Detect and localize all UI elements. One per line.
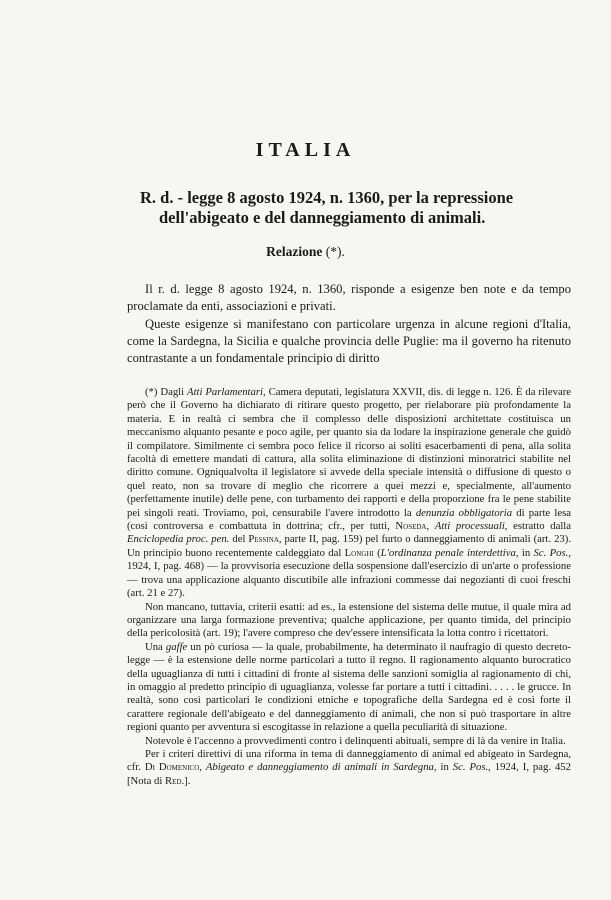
law-title-line-2: dell'abigeato e del danneggiamento di animali.	[159, 208, 486, 227]
footnote-paragraph-1	[127, 386, 571, 601]
footnote-paragraph-2: Non mancano, tuttavia, criterii esatti: ad es., la estensione del sistema delle mutue, il quale mira ad organizzare una larga formazione preventiva; qualche applicazione, per quanto timida, del principio della pericolosità (art. 19); l'avere compreso che dev'essere intensificata la lotta contro i ricettatori.	[127, 600, 571, 640]
footnote-text: , estratto dalla	[504, 520, 572, 533]
footnote-text: , in	[515, 546, 534, 559]
footnote-text: , 1924, I, pag. 468) — la provvisoria esecuzione della sospensione dall'esercizio di un'arte o professione — trova una applicazione alquanto discutibile alle infrazioni commesse dai negozianti di cuoi freschi (art. 21 e 27).	[127, 546, 572, 600]
footnote-text: ,	[199, 761, 206, 774]
footnote-paragraph-4: Notevole è l'accenno a provvedimenti contro i delinquenti abituali, sempre di là da venire in Italia.	[145, 734, 566, 747]
body-paragraph-2: Queste esigenze si manifestano con particolare urgenza in alcune regioni d'Italia, come la Sardegna, la Sicilia e qualche provincia delle Puglie: ma il governo ha ritenuto contrastante a un fondamentale principio di diritto	[127, 316, 571, 366]
footnote-paragraph-5	[127, 748, 571, 788]
footnote-italic: Sc. Pos.	[452, 761, 489, 774]
footnote-text: ].	[184, 774, 191, 787]
body-text	[127, 281, 571, 367]
footnote-italic: L'ordinanza penale interdettiva	[380, 546, 516, 559]
country-heading: ITALIA	[255, 139, 356, 161]
law-title-line-1: R. d. - legge 8 agosto 1924, n. 1360, per la repressione	[140, 188, 514, 207]
footnote-text: , 1924, I, pag. 452 [Nota di	[127, 761, 571, 787]
footnote	[127, 386, 571, 788]
footnote-text: (	[373, 546, 381, 559]
footnote-text: , parte II, pag. 159) pel furto o danneggiamento di animali (art. 23). Un principio buono recentemente caldeggiato dal	[127, 533, 571, 559]
body-paragraph-1: Il r. d. legge 8 agosto 1924, n. 1360, risponde a esigenze ben note e da tempo proclamate da enti, associazioni e privati.	[127, 282, 571, 314]
footnote-italic: Atti processuali	[434, 520, 505, 533]
author-name: Red.	[165, 774, 185, 787]
footnote-italic: Sc. Pos.	[533, 546, 569, 559]
author-name: Di Domenico	[144, 761, 200, 774]
footnote-text: (*) Dagli	[145, 386, 188, 398]
footnote-italic: Enciclopedia proc. pen.	[127, 533, 230, 546]
author-name: Pessina	[248, 533, 279, 546]
footnote-text: del	[229, 533, 249, 546]
author-name: Noseda	[395, 520, 427, 533]
footnote-text: , Camera deputati, legislatura XXVII, dis. di legge n. 126. È da rilevare però che il Governo ha dichiarato di ritirare questo progetto, per rielaborare più profondamente la materia. E in realtà ci sembra che il complesso delle disposizioni architettate costituisca un meccanismo alquanto pesante e poco agile, per quanto sia da lodare la inspirazione generale che guidò il compilatore. Similmente ci sembra poco felice il ricorso ai soliti esacerbamenti di pena, alla solita facoltà di emettere mandati di cattura, alla solita eliminazione di distinzioni minoratrici stabilite nel diritto comune. Ogniqualvolta il legislatore si avvede della speciale intensità o diffusione di questo o quel reato, non sa trovare di meglio che ricorrere a quei mezzi e, specialmente, all'aumento (perfettamente inutile) delle pene, con turbamento dei rapporti e della proporzione fra le pene stabilite pei singoli reati. Troviamo, poi, censurabile l'avere introdotto la	[127, 386, 572, 519]
footnote-text: un pò curiosa — la quale, probabilmente, ha determinato il naufragio di questo decreto-legge — è la estensione delle norme particolari a tutto il regno. Il ragionamento alquanto burocratico della uguaglianza di tutti i cittadini di fronte al sistema delle sanzioni somiglia al ragionamento di chi, in omaggio al predetto principio di uguaglianza, volesse far portare a tutti i cittadini. . . . . le grucce. In realtà, sono così particolari le condizioni etniche e topografiche della Sardegna ed è così forte il carattere regionale dell'abigeato e del danneggiamento di animali, che non si può trasportare in altre regioni quanto per avventura si escogitasse in relazione a quella peculiarità di situazione.	[127, 640, 571, 734]
footnote-italic: gaffe	[165, 640, 188, 653]
footnote-marker: (*).	[325, 244, 345, 259]
footnote-text: , in	[433, 761, 453, 774]
footnote-text: Una	[145, 640, 166, 653]
author-name: Longhi	[344, 546, 374, 559]
footnote-paragraph-3	[127, 641, 571, 735]
footnote-italic: Atti Parlamentari	[187, 386, 263, 398]
footnote-text: ,	[426, 520, 435, 533]
footnote-text: Per i criteri direttivi di una riforma in tema di danneggiamento di animal ed abigeato in Sardegna, cfr.	[127, 747, 571, 774]
section-heading	[0, 244, 611, 260]
footnote-italic: Abigeato e danneggiamento di animali in Sardegna	[205, 761, 434, 774]
footnote-italic: denunzia obbligatoria	[415, 506, 513, 519]
law-title	[140, 188, 580, 228]
section-heading-label: Relazione	[266, 244, 323, 259]
footnote-text: di parte lesa (così controversa e combattuta in dottrina; cfr., per tutti,	[127, 506, 571, 533]
